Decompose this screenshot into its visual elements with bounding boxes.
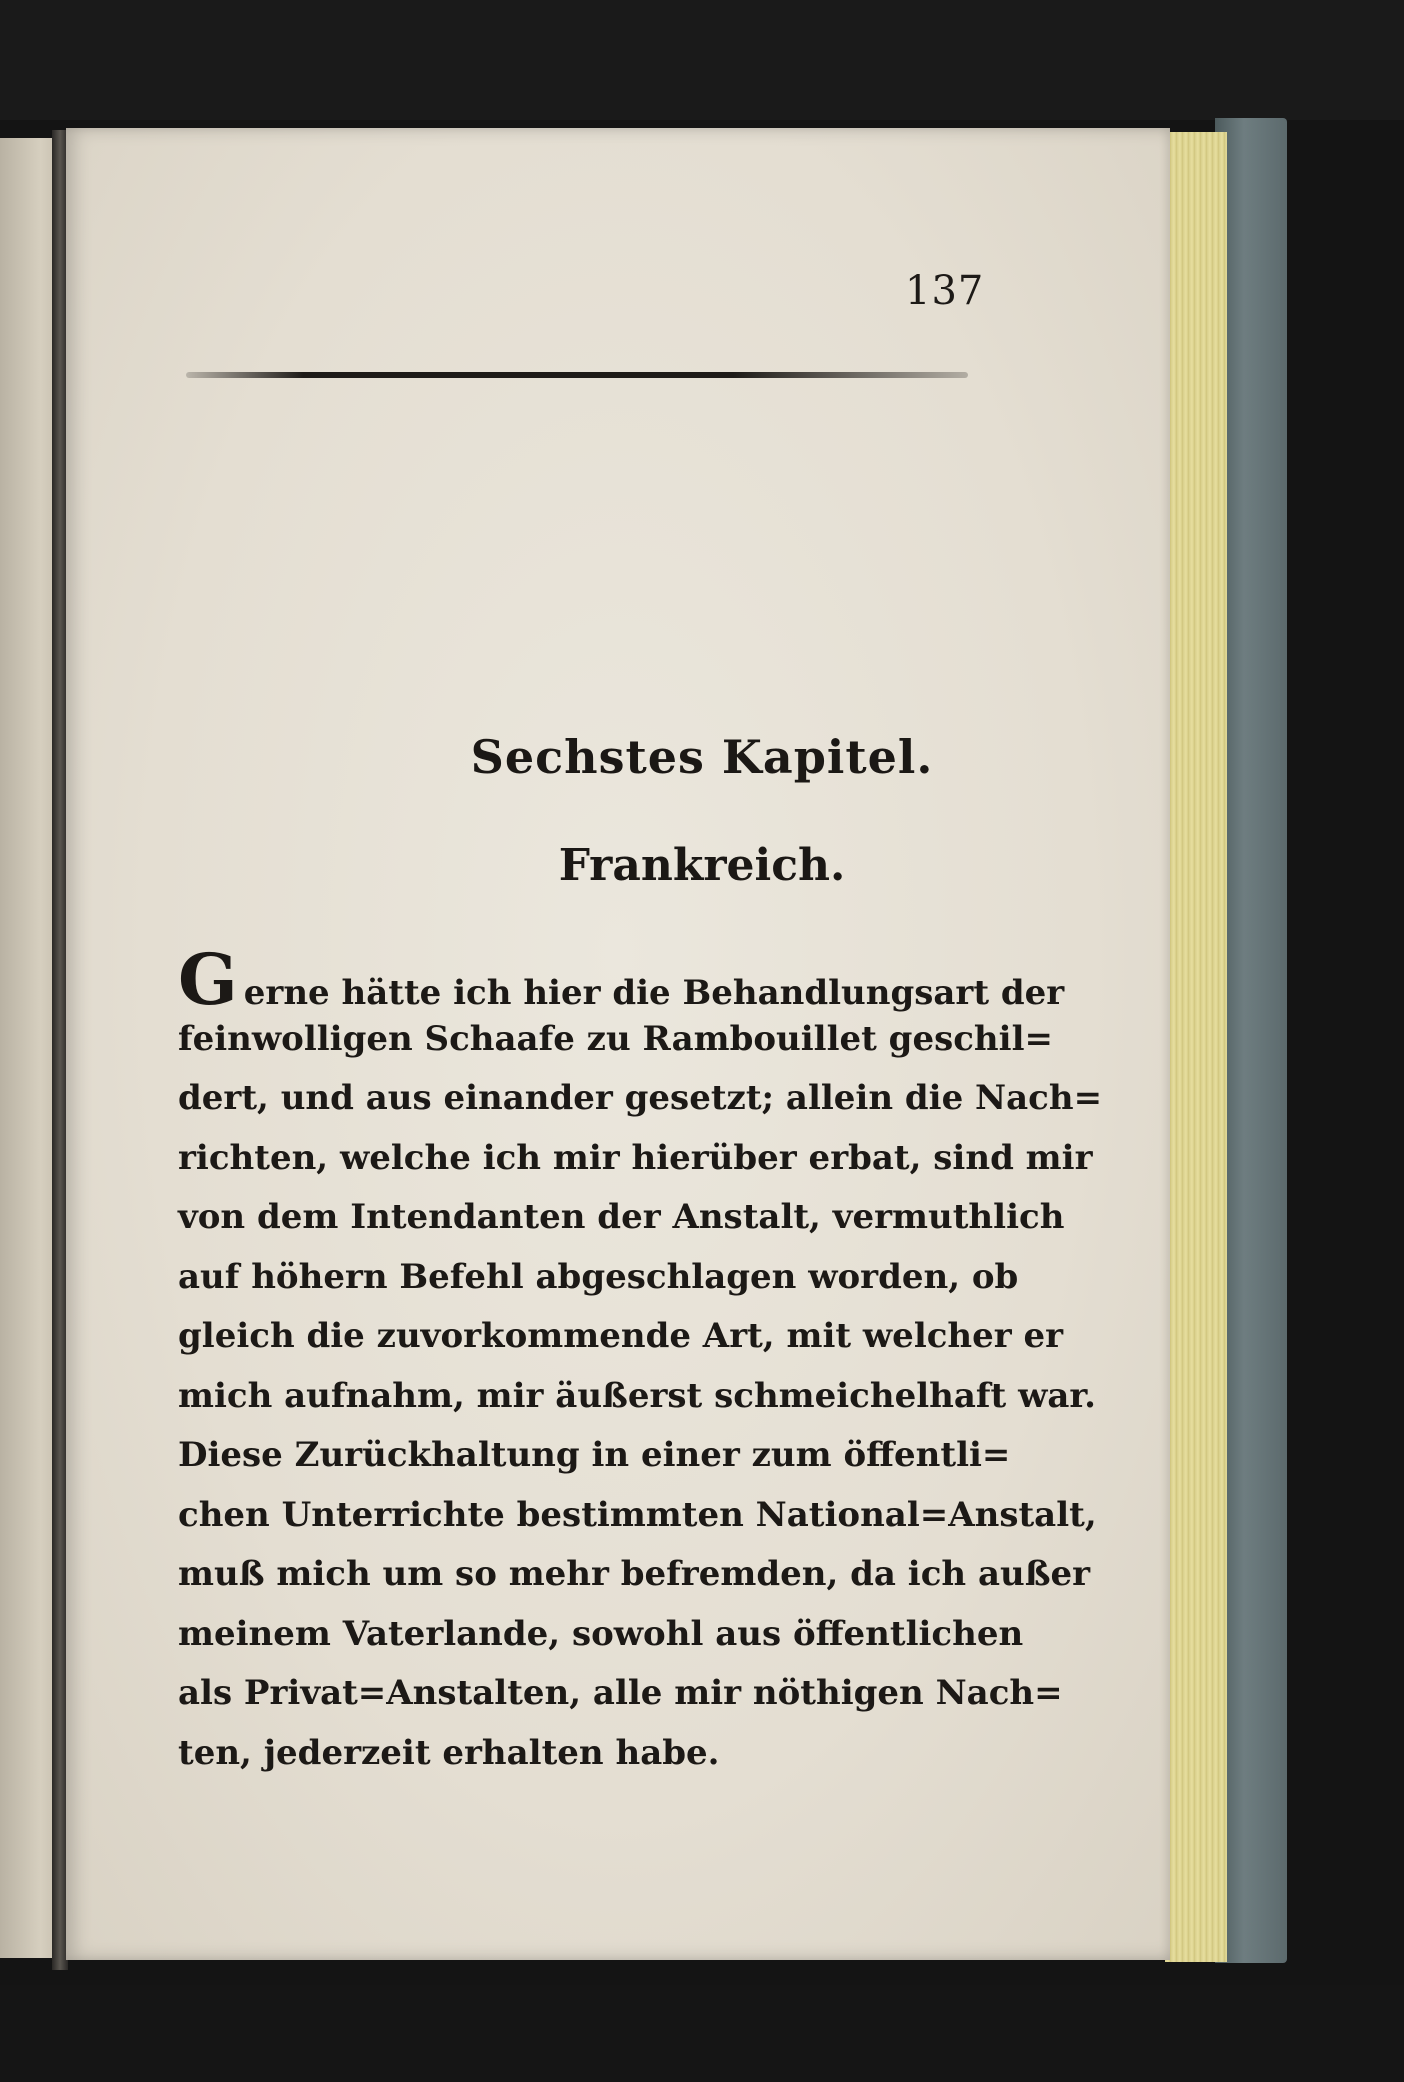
text-line: als Privat=Anstalten, alle mir nöthigen Nach= (178, 1673, 1063, 1713)
text-line: Diese Zurückhaltung in einer zum öffentli= (178, 1435, 1011, 1475)
text-line: meinem Vaterlande, sowohl aus öffentlichen (178, 1613, 1024, 1654)
background-top (0, 0, 1404, 120)
page-number: 137 (905, 268, 985, 314)
text-line (178, 938, 1065, 1021)
text-line: richten, welche ich mir hierüber erbat, sind mir (178, 1137, 1093, 1178)
drop-cap: G (178, 938, 238, 1021)
chapter-subtitle: Frankreich. (558, 840, 846, 891)
text-line: ten, jederzeit erhalten habe. (178, 1732, 720, 1773)
chapter-title: Sechstes Kapitel. (470, 730, 934, 784)
text-line: gleich die zuvorkommende Art, mit welcher er (178, 1316, 1064, 1356)
left-page-edge (0, 138, 58, 1958)
text-line: dert, und aus einander gesetzt; allein die Nach= (178, 1078, 1103, 1118)
text-line: auf höhern Befehl abgeschlagen worden, ob (178, 1256, 1019, 1297)
background-bottom (0, 1985, 1404, 2082)
text-line: chen Unterrichte bestimmten National=Anstalt, (178, 1494, 1097, 1535)
text-line: feinwolligen Schaafe zu Rambouillet geschil= (178, 1018, 1053, 1059)
page-block-edges (1165, 132, 1227, 1962)
body-text (178, 938, 1103, 1783)
header-rule (186, 372, 968, 378)
text-line: mich aufnahm, mir äußerst schmeichelhaft war. (178, 1375, 1096, 1416)
text-line: muß mich um so mehr befremden, da ich außer (178, 1554, 1091, 1594)
text-line: von dem Intendanten der Anstalt, vermuthlich (178, 1197, 1065, 1237)
text-line-rest: erne hätte ich hier die Behandlungsart der (243, 973, 1065, 1013)
